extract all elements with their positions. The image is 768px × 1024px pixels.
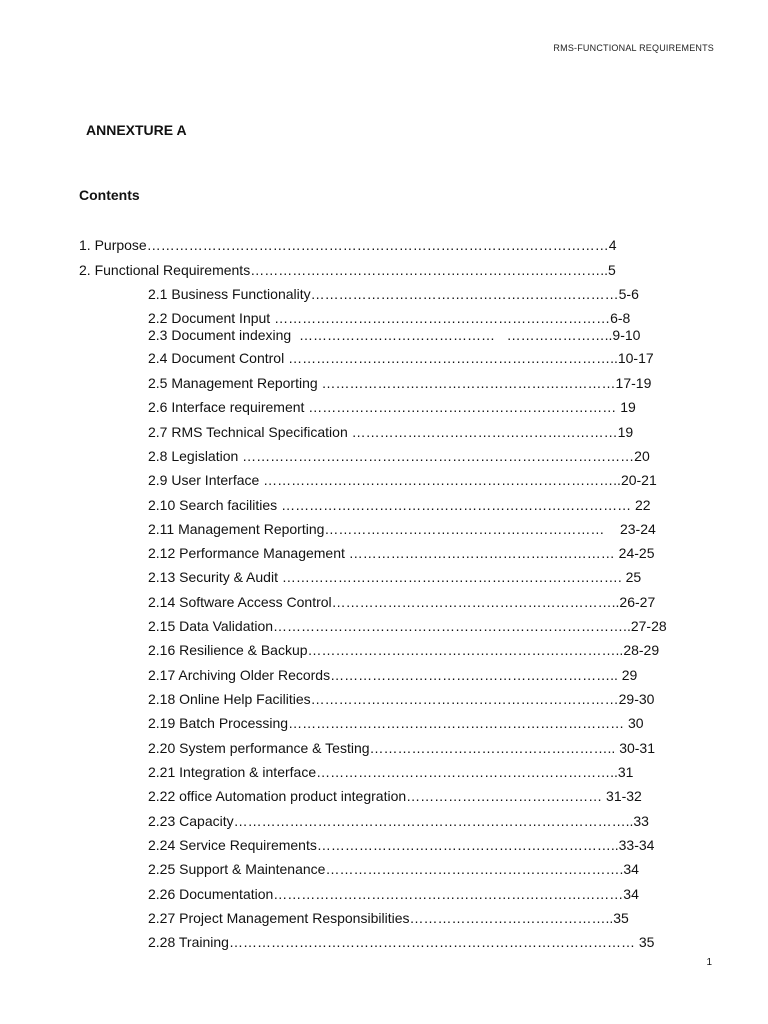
toc-entry: 2.11 Management Reporting…………………………………………………… 23-24 xyxy=(148,521,656,537)
toc-entry: 2.18 Online Help Facilities…………………………………………………………29-30 xyxy=(148,691,655,707)
toc-entry: 2.22 office Automation product integration…………………………………… 31-32 xyxy=(148,788,642,804)
toc-entry: 2.5 Management Reporting ………………………………………………………17-19 xyxy=(148,375,652,391)
toc-entry: 2.1 Business Functionality…………………………………………………………5-6 xyxy=(148,286,639,302)
toc-entry: 2.21 Integration & interface………………………………………………………..31 xyxy=(148,764,634,780)
toc-entry: 2.3 Document indexing …………………………………… …………………..9-10 xyxy=(148,327,641,343)
toc-entry: 2.10 Search facilities ………………………………………………………………… 22 xyxy=(148,497,651,513)
toc-entry: 2.9 User Interface …………………………………………………………………..20-21 xyxy=(148,472,657,488)
toc-entry: 2.6 Interface requirement ………………………………………………………… 19 xyxy=(148,399,636,415)
toc-entry: 2.15 Data Validation…………………………………………………………………..27-28 xyxy=(148,618,667,634)
page-number: 1 xyxy=(706,957,712,968)
toc-entry: 2.4 Document Control ……………………………………………………………..10-17 xyxy=(148,350,654,366)
toc-entry: 2. Functional Requirements…………………………………………………………………..5 xyxy=(79,262,616,278)
toc-entry: 1. Purpose………………………………………………………………………………………4 xyxy=(79,237,617,253)
annexure-title: ANNEXTURE A xyxy=(86,122,187,138)
toc-entry: 2.27 Project Management Responsibilities……………………………………..35 xyxy=(148,910,629,926)
toc-entry: 2.28 Training…………………………………………………………………………… 35 xyxy=(148,934,655,950)
toc-entry: 2.25 Support & Maintenance……………………………………………………….34 xyxy=(148,861,639,877)
toc-entry: 2.12 Performance Management ………………………………………………… 24-25 xyxy=(148,545,655,561)
toc-entry: 2.7 RMS Technical Specification …………………………………………………19 xyxy=(148,424,634,440)
contents-heading: Contents xyxy=(79,187,140,203)
toc-entry: 2.14 Software Access Control……………………………………………………..26-27 xyxy=(148,594,656,610)
toc-entry: 2.23 Capacity…………………………………………………………………………..33 xyxy=(148,813,649,829)
toc-entry: 2.16 Resilience & Backup…………………………………………………………..28-29 xyxy=(148,642,660,658)
toc-entry: 2.20 System performance & Testing…………………………………………….. 30-31 xyxy=(148,740,655,756)
toc-entry: 2.26 Documentation…………………………………………………………………34 xyxy=(148,886,639,902)
running-header: RMS-FUNCTIONAL REQUIREMENTS xyxy=(553,43,714,53)
toc-entry: 2.13 Security & Audit ………………………………………………………………. 25 xyxy=(148,569,642,585)
toc-entry: 2.19 Batch Processing……………………………………………………………… 30 xyxy=(148,715,644,731)
toc-entry: 2.24 Service Requirements………………………………………………………..33-34 xyxy=(148,837,655,853)
toc-entry: 2.17 Archiving Older Records…………………………………………………….. 29 xyxy=(148,667,638,683)
toc-entry: 2.8 Legislation …………………………………………………………………………20 xyxy=(148,448,650,464)
toc-entry: 2.2 Document Input ………………………………………………………………6-8 xyxy=(148,310,631,326)
